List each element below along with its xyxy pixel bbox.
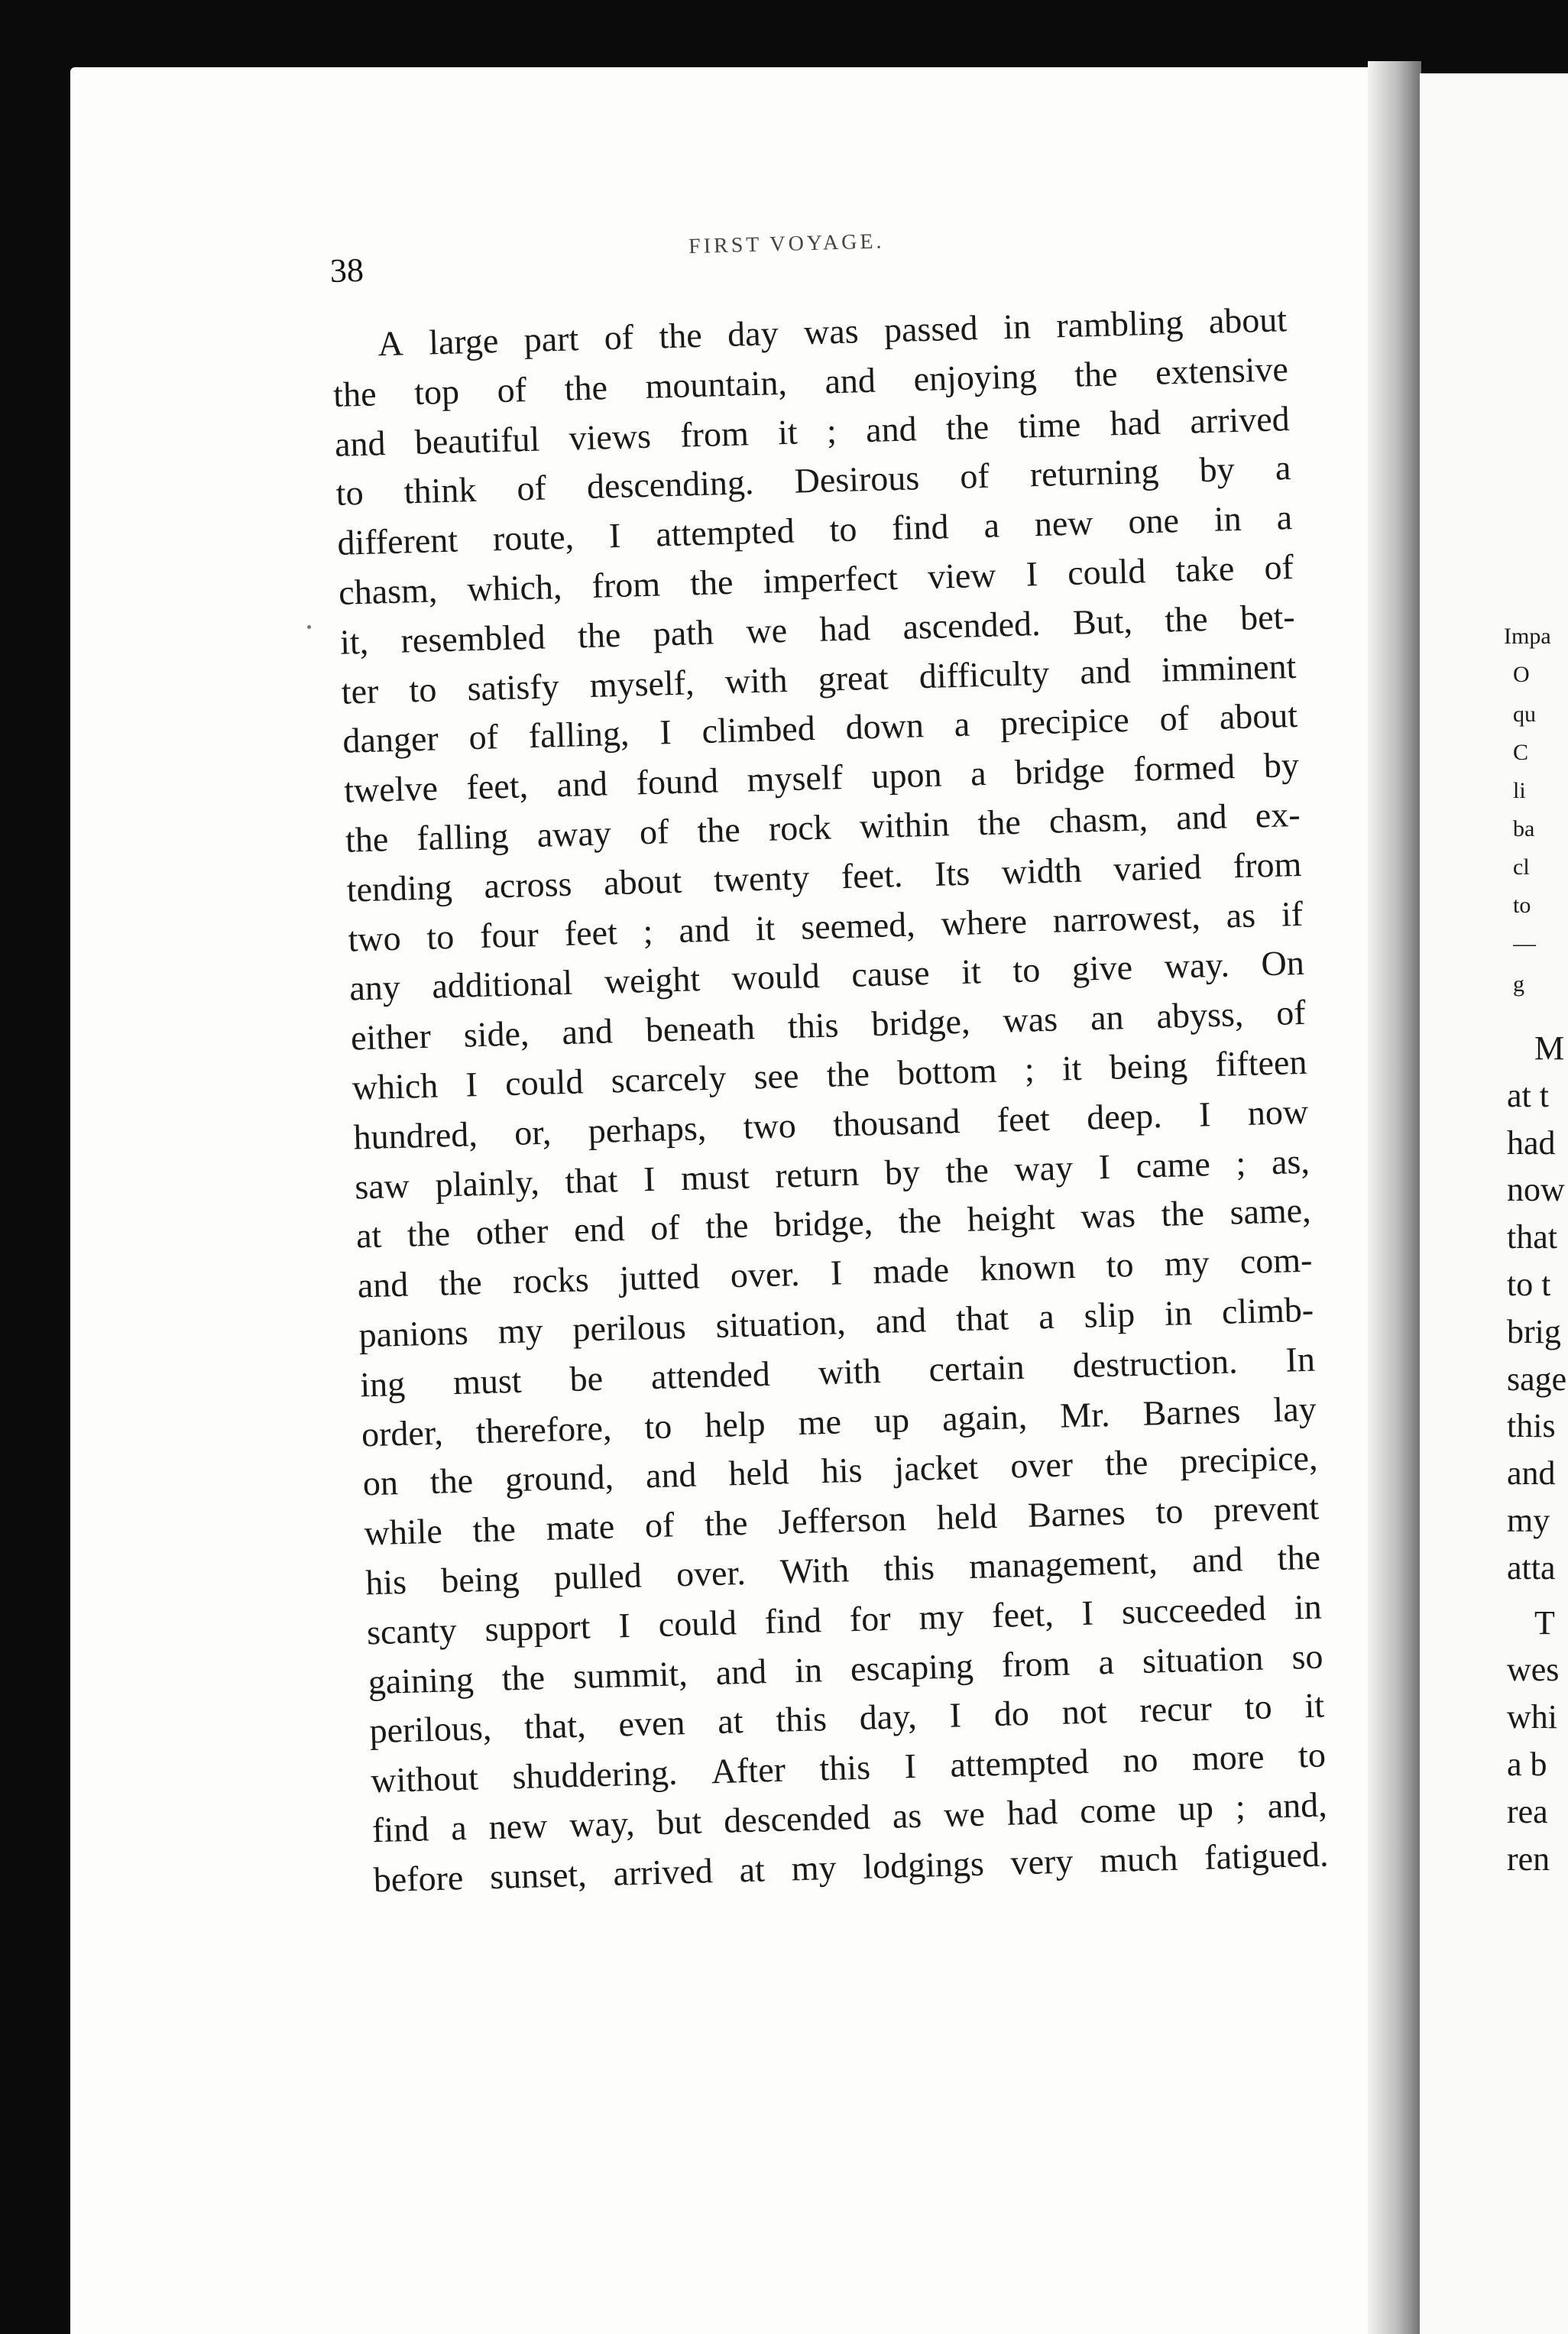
right-page-fragment: wes: [1507, 1651, 1560, 1688]
text-line: ter to satisfy myself, with great difficulty and imminent: [341, 646, 1297, 712]
text-line: while the mate of the Jefferson held Barnes to prevent: [363, 1487, 1320, 1553]
text-line: and the rocks jutted over. I made known to my com-: [357, 1240, 1314, 1305]
text-line: the falling away of the rock within the chasm, and ex-: [345, 794, 1301, 860]
text-line: which I could scarcely see the bottom ; it being fifteen: [352, 1042, 1307, 1107]
text-line: any additional weight would cause it to give way. On: [348, 943, 1305, 1008]
right-page-fragment: sage: [1507, 1360, 1567, 1398]
right-page-fragment: my: [1507, 1502, 1550, 1539]
right-page-fragment: qu: [1513, 702, 1536, 727]
text-line: before sunset, arrived at my lodgings very much fatigued.: [373, 1834, 1330, 1899]
text-line: order, therefore, to help me up again, Mr. Barnes lay: [361, 1389, 1317, 1454]
text-line: danger of falling, I climbed down a precipice of about: [342, 695, 1298, 761]
right-page-fragment: that: [1507, 1218, 1557, 1256]
text-line: his being pulled over. With this management, and the: [364, 1537, 1321, 1603]
text-line: tending across about twenty feet. Its width varied from: [346, 844, 1302, 909]
right-page-fragment: at t: [1507, 1077, 1549, 1114]
text-line: on the ground, and held his jacket over the precipice,: [362, 1438, 1319, 1503]
right-page-fragment: cl: [1513, 854, 1530, 880]
text-line: either side, and beneath this bridge, was an abyss, of: [350, 992, 1307, 1058]
text-line: it, resembled the path we had ascended. But, the bet-: [339, 596, 1296, 662]
text-line: perilous, that, even at this day, I do not recur to it: [368, 1685, 1325, 1751]
right-page-fragment: atta: [1507, 1549, 1556, 1587]
page-number: 38: [329, 251, 364, 290]
right-page-fragment: a b: [1507, 1746, 1547, 1783]
right-page-edge: [1420, 73, 1568, 2334]
right-page-fragment: —: [1513, 931, 1536, 956]
body-paragraph: [332, 295, 1330, 1905]
text-line: hundred, or, perhaps, two thousand feet deep. I now: [352, 1091, 1309, 1157]
text-line: scanty support I could find for my feet, I succeeded in: [366, 1587, 1323, 1652]
right-page-fragment: Impa: [1504, 624, 1551, 649]
right-page-text-fragments: [1420, 73, 1568, 2334]
right-page-fragment: T: [1534, 1604, 1555, 1642]
right-page-fragment: M: [1534, 1029, 1565, 1067]
right-page-fragment: had: [1507, 1124, 1556, 1162]
text-line: to think of descending. Desirous of returning by a: [335, 448, 1291, 514]
running-head: FIRST VOYAGE.: [688, 229, 885, 259]
right-page-fragment: whi: [1507, 1698, 1557, 1736]
right-page-fragment: C: [1513, 740, 1529, 765]
text-line: two to four feet ; and it seemed, where narrowest, as if: [347, 893, 1304, 959]
right-page-fragment: rea: [1507, 1793, 1548, 1830]
text-line: saw plainly, that I must return by the way I came ; as,: [354, 1141, 1310, 1207]
right-page-fragment: now: [1507, 1171, 1565, 1208]
right-page-fragment: ba: [1513, 816, 1535, 841]
text-line: gaining the summit, and in escaping from a situation so: [368, 1636, 1323, 1701]
right-page-fragment: and: [1507, 1454, 1556, 1492]
text-line: the top of the mountain, and enjoying the extensive: [332, 348, 1289, 414]
text-line: without shuddering. After this I attempted no more to: [370, 1735, 1327, 1801]
text-line: ing must be attended with certain destruction. In: [359, 1339, 1316, 1405]
right-page-fragment: ren: [1507, 1840, 1550, 1878]
right-page-fragment: li: [1513, 778, 1526, 803]
right-page-fragment: this: [1507, 1407, 1556, 1444]
right-page-fragment: brig: [1507, 1313, 1561, 1350]
text-line: chasm, which, from the imperfect view I could take of: [338, 547, 1294, 612]
right-page-fragment: O: [1513, 662, 1530, 687]
text-line: find a new way, but descended as we had come up ; and,: [371, 1785, 1328, 1850]
text-line: at the other end of the bridge, the height was the same,: [355, 1191, 1312, 1256]
right-page-fragment: g: [1513, 971, 1524, 997]
text-line: twelve feet, and found myself upon a bridge formed by: [343, 745, 1300, 810]
text-line: and beautiful views from it ; and the time had arrived: [334, 398, 1291, 464]
right-page-fragment: to t: [1507, 1266, 1551, 1303]
page-text-block: [329, 190, 1386, 2051]
text-line: A large part of the day was passed in rambling about: [377, 300, 1288, 364]
text-line: panions my perilous situation, and that a slip in climb-: [358, 1289, 1314, 1355]
margin-speck: [307, 625, 311, 629]
text-line: different route, I attempted to find a new one in a: [336, 498, 1293, 563]
right-page-fragment: to: [1513, 893, 1531, 918]
